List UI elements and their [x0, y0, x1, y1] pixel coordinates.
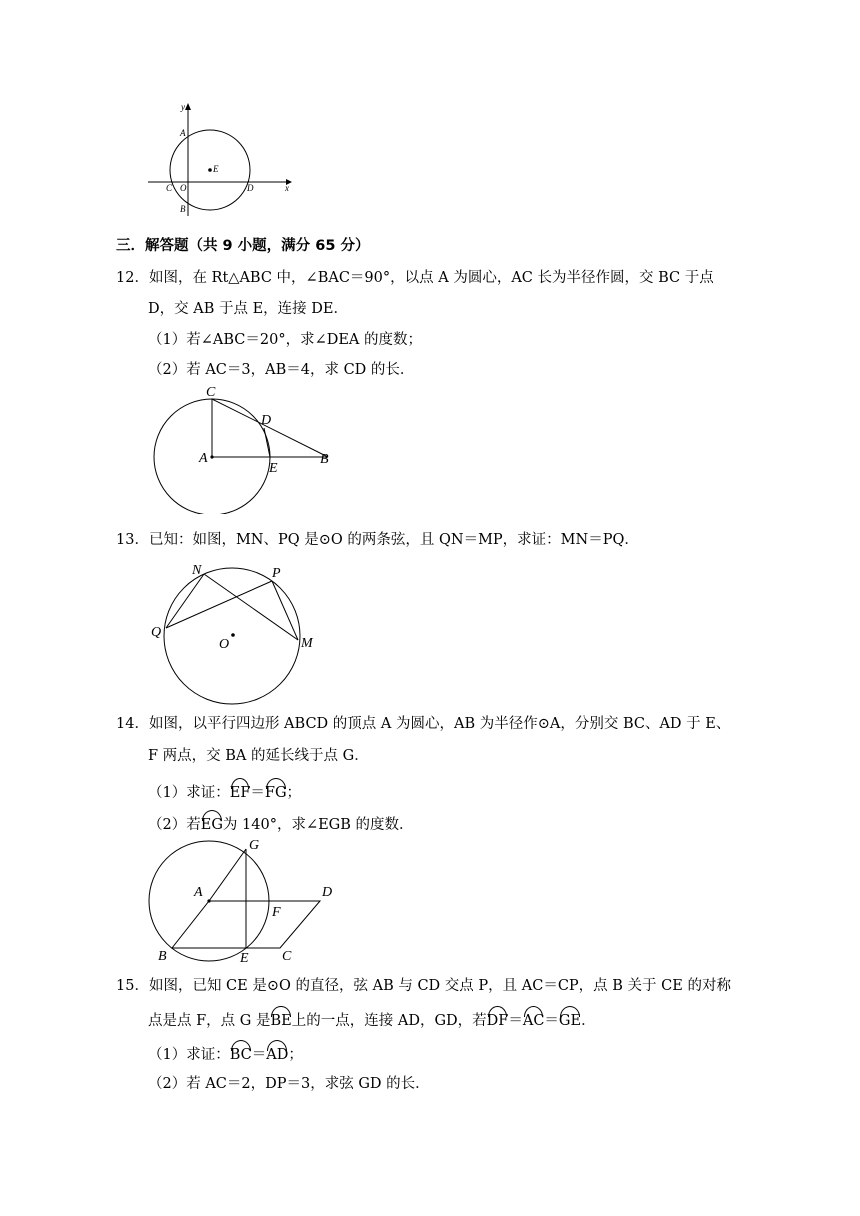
- q12-figure: [148, 384, 348, 514]
- q13-chord-pq: [166, 581, 272, 628]
- y-axis-arrow: [185, 103, 191, 110]
- label-c: C: [166, 183, 173, 193]
- q14-segment-ag: [209, 849, 246, 901]
- label-o: O: [180, 183, 187, 193]
- arc-ac: AC: [523, 1006, 545, 1031]
- q13-center-dot: [231, 633, 235, 637]
- arc-fg: FG: [265, 778, 287, 803]
- q15-part2: （2）若 AC＝2，DP＝3，求弦 GD 的长．: [148, 1076, 430, 1092]
- q12-part1: （1）若∠ABC＝20°，求∠DEA 的度数；: [148, 332, 423, 348]
- q14-label-f: F: [272, 905, 281, 920]
- q14-label-c: C: [282, 949, 292, 964]
- arc-bc: BC: [230, 1040, 252, 1065]
- label-x: x: [285, 183, 289, 193]
- q14-label-a: A: [194, 885, 203, 900]
- q12-text-line2: D，交 AB 于点 E，连接 DE．: [148, 301, 348, 317]
- q12-triangle: [212, 399, 328, 457]
- q14-part1: （1）求证：EF＝FG；: [148, 778, 301, 803]
- arc-ge: GE: [559, 1006, 581, 1031]
- center-e-dot: [208, 168, 212, 172]
- q15-part1: （1）求证：BC＝AD；: [148, 1040, 303, 1065]
- label-e: E: [213, 164, 219, 174]
- q13-label-n: N: [192, 563, 202, 578]
- q12-text-line1: 12．如图，在 Rt△ABC 中，∠BAC＝90°，以点 A 为圆心，AC 长为半径作圆，交 BC 于点: [116, 270, 714, 286]
- q13-label-m: M: [301, 636, 313, 651]
- section-heading: 三．解答题（共 9 小题，满分 65 分）: [116, 238, 370, 254]
- q13-figure: [148, 560, 328, 706]
- q14-text-line2: F 两点，交 BA 的延长线于点 G．: [148, 748, 369, 764]
- q12-label-a: A: [199, 451, 208, 466]
- q12-part2: （2）若 AC＝3，AB＝4，求 CD 的长．: [148, 362, 415, 378]
- q13-label-p: P: [272, 566, 281, 581]
- label-d: D: [247, 183, 254, 193]
- q13-label-q: Q: [151, 625, 162, 640]
- arc-eg: EG: [201, 810, 223, 835]
- q15-text-line2: 点是点 F，点 G 是BE上的一点，连接 AD，GD，若DF＝AC＝GE．: [148, 1006, 596, 1031]
- label-a: A: [180, 128, 186, 138]
- label-b: B: [180, 204, 186, 214]
- q14-figure: [148, 836, 348, 964]
- q13-label-o: O: [219, 637, 230, 652]
- q12-label-d: D: [261, 413, 272, 428]
- q13-text-line1: 13．已知：如图，MN、PQ 是⊙O 的两条弦，且 QN＝MP，求证：MN＝PQ．: [116, 532, 639, 548]
- q14-part2: （2）若EG为 140°，求∠EGB 的度数．: [148, 810, 414, 835]
- arc-ad: AD: [266, 1040, 288, 1065]
- q14-label-d: D: [322, 885, 333, 900]
- q14-label-b: B: [158, 949, 167, 964]
- q12-label-e: E: [269, 461, 278, 476]
- q14-text-line1: 14．如图，以平行四边形 ABCD 的顶点 A 为圆心，AB 为半径作⊙A，分别交 BC、AD 于 E、: [116, 716, 731, 732]
- arc-ef: EF: [230, 778, 251, 803]
- arc-df: DF: [487, 1006, 509, 1031]
- q15-text-line1: 15．如图，已知 CE 是⊙O 的直径，弦 AB 与 CD 交点 P，且 AC＝CP，点 B 关于 CE 的对称: [116, 978, 731, 994]
- arc-be: BE: [270, 1006, 291, 1031]
- label-y: y: [181, 102, 185, 112]
- q12-label-c: C: [206, 385, 216, 400]
- q12-label-b: B: [320, 452, 329, 467]
- q14-label-g: G: [249, 838, 260, 853]
- figure-coordinate-circle: [140, 98, 300, 220]
- q14-label-e: E: [240, 951, 249, 964]
- q12-segment-de: [264, 428, 270, 457]
